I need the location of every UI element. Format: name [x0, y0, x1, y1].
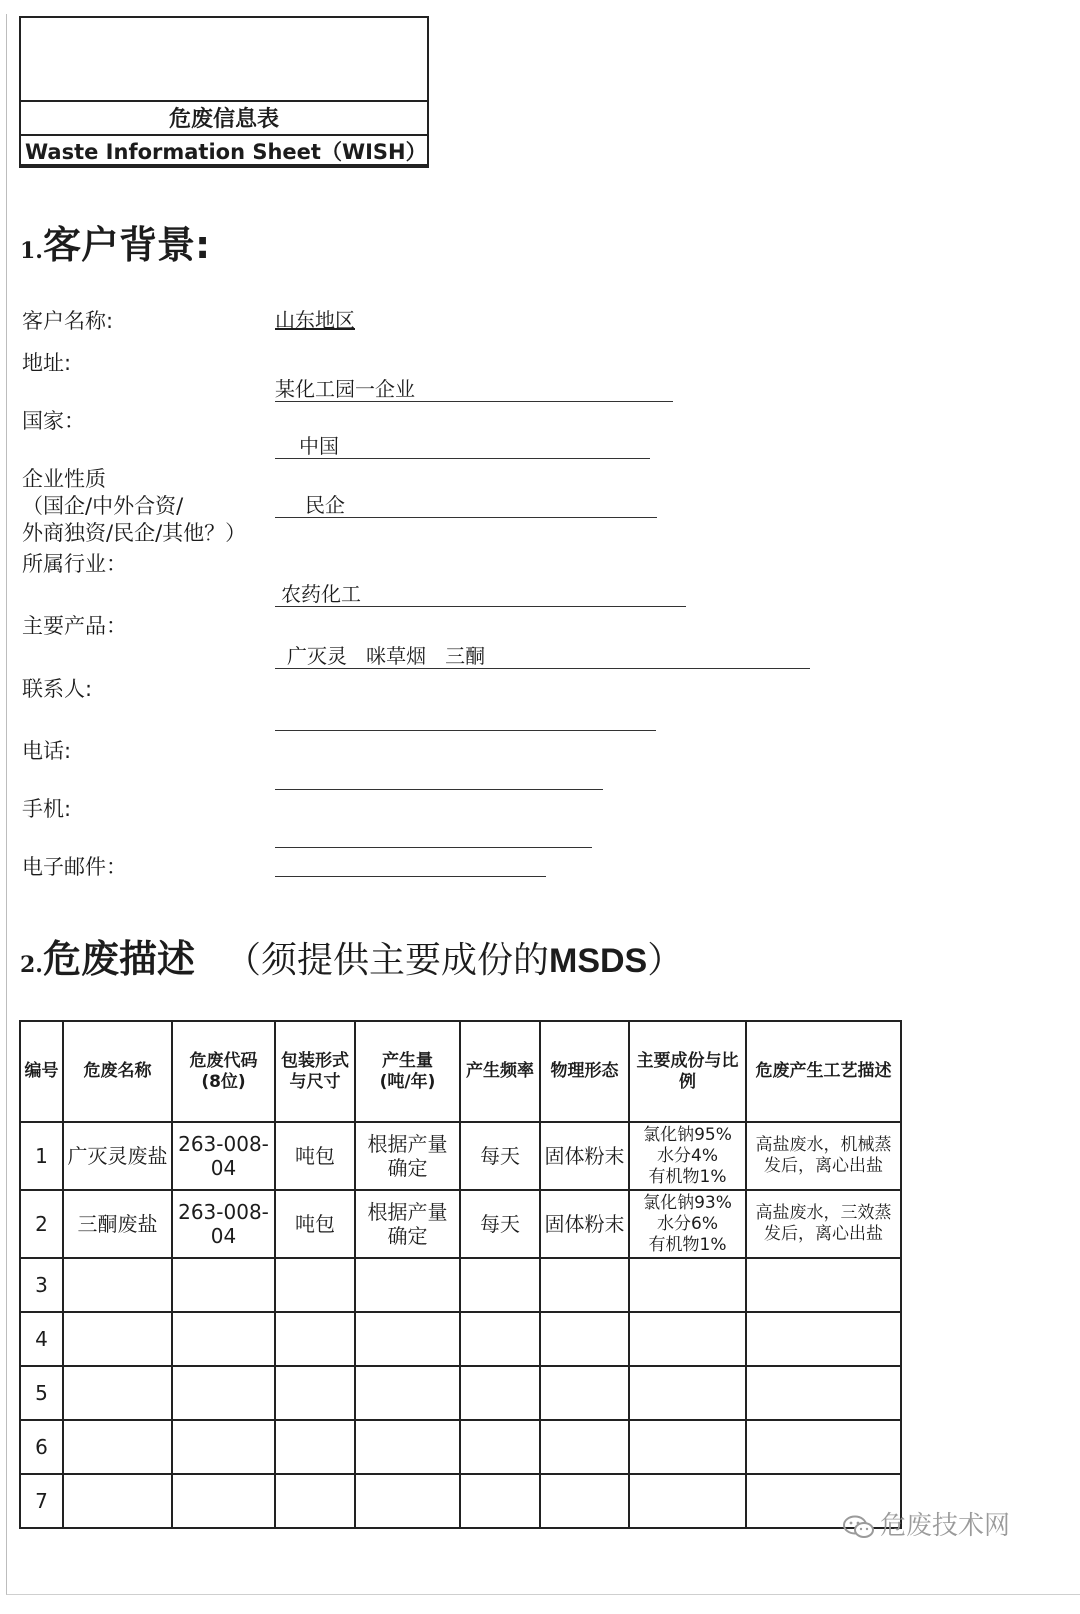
- cell-amount: 根据产量 确定: [355, 1122, 460, 1190]
- header-waste-code: 危废代码 (8位): [172, 1021, 275, 1122]
- table-row: [20, 1122, 901, 1190]
- cell-form: 固体粉末: [540, 1190, 629, 1258]
- value-main-products: 广灭灵 咪草烟 三酮: [275, 645, 811, 669]
- cell-empty[interactable]: [275, 1312, 355, 1366]
- cell-empty[interactable]: [172, 1258, 275, 1312]
- underline: [275, 847, 592, 848]
- cell-empty[interactable]: [746, 1258, 901, 1312]
- cell-empty[interactable]: [746, 1420, 901, 1474]
- cell-empty[interactable]: [540, 1312, 629, 1366]
- table-row: [20, 1420, 901, 1474]
- cell-empty[interactable]: [63, 1420, 172, 1474]
- underline: [275, 789, 603, 790]
- cell-frequency: 每天: [460, 1190, 540, 1258]
- cell-empty[interactable]: [63, 1474, 172, 1528]
- cell-empty[interactable]: [460, 1258, 540, 1312]
- value-country: 中国: [275, 435, 651, 459]
- label-country: 国家：: [22, 409, 85, 433]
- section-1-title: 客户背景:: [42, 223, 211, 267]
- cell-composition: 氯化钠93% 水分6% 有机物1%: [629, 1190, 746, 1258]
- underline: [275, 458, 650, 459]
- label-contact: 联系人:: [22, 677, 93, 701]
- section-1-heading: [20, 214, 210, 269]
- cell-empty[interactable]: [275, 1420, 355, 1474]
- label-industry: 所属行业：: [22, 552, 127, 576]
- table-row: [20, 1312, 901, 1366]
- section-2-title: 危废描述: [42, 937, 195, 981]
- cell-frequency: 每天: [460, 1122, 540, 1190]
- underline: [275, 606, 686, 607]
- table-row: [20, 1258, 901, 1312]
- wechat-icon: [842, 1515, 876, 1539]
- watermark-text: 危废技术网: [880, 1511, 1011, 1541]
- cell-empty[interactable]: [540, 1366, 629, 1420]
- label-company-type-line3: 外商独资/民企/其他？）: [22, 521, 247, 545]
- value-phone[interactable]: [275, 766, 604, 790]
- cell-empty[interactable]: [275, 1366, 355, 1420]
- header-no: 编号: [20, 1021, 63, 1122]
- cell-package: 吨包: [275, 1190, 355, 1258]
- cell-no: 2: [20, 1190, 63, 1258]
- underline: [275, 517, 657, 518]
- cell-empty[interactable]: [172, 1420, 275, 1474]
- cell-no: 1: [20, 1122, 63, 1190]
- header-composition: 主要成份与比 例: [629, 1021, 746, 1122]
- cell-empty[interactable]: [63, 1312, 172, 1366]
- cell-empty[interactable]: [540, 1420, 629, 1474]
- cell-empty[interactable]: [275, 1474, 355, 1528]
- sheet-title-cn: 危废信息表: [21, 104, 427, 136]
- underline: [275, 401, 673, 402]
- waste-table: [19, 1020, 902, 1529]
- watermark: [842, 1505, 1010, 1542]
- section-2-heading: [20, 928, 683, 983]
- table-row: [20, 1366, 901, 1420]
- header-box: [19, 16, 429, 168]
- cell-empty[interactable]: [746, 1312, 901, 1366]
- cell-empty[interactable]: [540, 1258, 629, 1312]
- value-address: 某化工园一企业: [275, 378, 675, 402]
- cell-empty[interactable]: [355, 1420, 460, 1474]
- cell-code: 263-008- 04: [172, 1122, 275, 1190]
- cell-no: 3: [20, 1258, 63, 1312]
- cell-empty[interactable]: [63, 1366, 172, 1420]
- cell-empty[interactable]: [460, 1474, 540, 1528]
- cell-no: 7: [20, 1474, 63, 1528]
- cell-composition: 氯化钠95% 水分4% 有机物1%: [629, 1122, 746, 1190]
- underline: [275, 730, 656, 731]
- table-header-row: [20, 1021, 901, 1122]
- underline: [275, 668, 810, 669]
- value-email[interactable]: [275, 853, 547, 877]
- cell-empty[interactable]: [540, 1474, 629, 1528]
- underline: [275, 876, 546, 877]
- section-1-number: 1.: [20, 238, 43, 264]
- cell-empty[interactable]: [629, 1420, 746, 1474]
- label-phone: 电话:: [22, 739, 72, 763]
- section-2-note: （须提供主要成份的MSDS）: [224, 940, 684, 981]
- cell-amount: 根据产量 确定: [355, 1190, 460, 1258]
- value-contact[interactable]: [275, 707, 657, 731]
- label-company-type-line2: （国企/中外合资/: [22, 494, 184, 518]
- header-frequency: 产生频率: [460, 1021, 540, 1122]
- cell-empty[interactable]: [629, 1258, 746, 1312]
- cell-empty[interactable]: [460, 1366, 540, 1420]
- label-customer-name: 客户名称:: [22, 309, 114, 333]
- cell-empty[interactable]: [172, 1366, 275, 1420]
- cell-empty[interactable]: [746, 1366, 901, 1420]
- cell-empty[interactable]: [460, 1312, 540, 1366]
- cell-empty[interactable]: [275, 1258, 355, 1312]
- label-email: 电子邮件：: [22, 855, 127, 879]
- table-row: [20, 1474, 901, 1528]
- section-2-number: 2.: [20, 952, 43, 978]
- value-mobile[interactable]: [275, 824, 593, 848]
- label-mobile: 手机:: [22, 797, 72, 821]
- cell-empty[interactable]: [172, 1474, 275, 1528]
- header-package: 包装形式 与尺寸: [275, 1021, 355, 1122]
- cell-empty[interactable]: [629, 1366, 746, 1420]
- header-process: 危废产生工艺描述: [746, 1021, 901, 1122]
- cell-package: 吨包: [275, 1122, 355, 1190]
- label-main-products: 主要产品：: [22, 614, 127, 638]
- cell-process: 高盐废水，三效蒸 发后，离心出盐: [746, 1190, 901, 1258]
- cell-form: 固体粉末: [540, 1122, 629, 1190]
- cell-empty[interactable]: [629, 1312, 746, 1366]
- cell-name: 三酮废盐: [63, 1190, 172, 1258]
- label-address: 地址:: [22, 351, 72, 375]
- cell-code: 263-008- 04: [172, 1190, 275, 1258]
- label-company-type: 企业性质: [22, 467, 106, 491]
- cell-no: 5: [20, 1366, 63, 1420]
- cell-empty[interactable]: [355, 1474, 460, 1528]
- table-row: [20, 1190, 901, 1258]
- cell-empty[interactable]: [172, 1312, 275, 1366]
- cell-no: 6: [20, 1420, 63, 1474]
- header-form: 物理形态: [540, 1021, 629, 1122]
- header-waste-name: 危废名称: [63, 1021, 172, 1122]
- value-customer-name: 山东地区: [275, 308, 355, 332]
- value-industry: 农药化工: [275, 583, 687, 607]
- cell-empty[interactable]: [355, 1366, 460, 1420]
- cell-empty[interactable]: [355, 1312, 460, 1366]
- cell-empty[interactable]: [629, 1474, 746, 1528]
- cell-empty[interactable]: [460, 1420, 540, 1474]
- cell-empty[interactable]: [63, 1258, 172, 1312]
- cell-no: 4: [20, 1312, 63, 1366]
- sheet-title-en: Waste Information Sheet（WISH）: [21, 138, 427, 166]
- cell-name: 广灭灵废盐: [63, 1122, 172, 1190]
- header-amount: 产生量 (吨/年): [355, 1021, 460, 1122]
- logo-area: [21, 18, 427, 102]
- cell-empty[interactable]: [355, 1258, 460, 1312]
- cell-process: 高盐废水，机械蒸 发后，离心出盐: [746, 1122, 901, 1190]
- value-company-type: 民企: [275, 494, 658, 518]
